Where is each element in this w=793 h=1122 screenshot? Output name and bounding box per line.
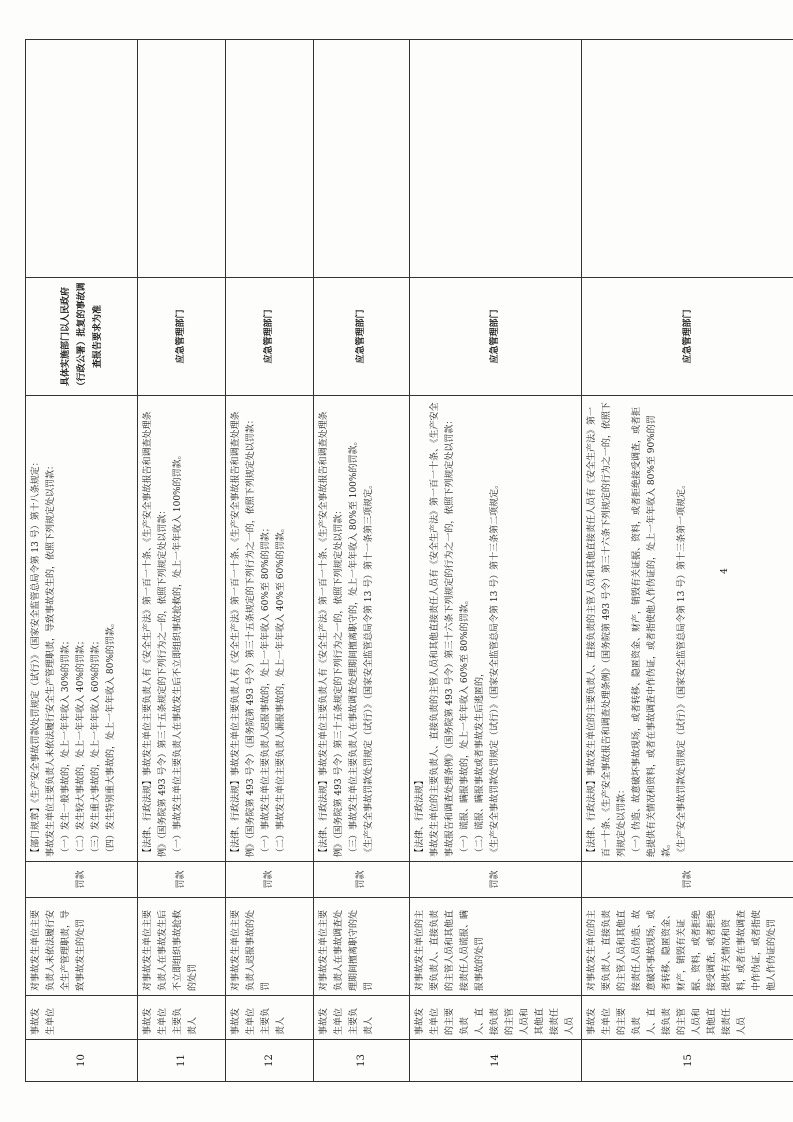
penalty-kind: 罚款 <box>138 862 226 898</box>
blank-cell <box>582 40 793 278</box>
legal-basis-line: （三）事故发生单位主要负责人在事故调查处理期间擅离职守的，处上一年年收入 80%至 100%的罚款。 <box>349 436 359 857</box>
legal-basis <box>410 396 582 862</box>
legal-basis-line: （一）伪造、故意破坏事故现场，或者转移、隐匿资金、财产，销毁有关证据、资料，或者拒绝接受调查，或者拒绝提供有关情况和资料，或者在事故调查中作伪证，或者指使他人作伪证的，处上一年年收入 80%至 90%的罚款。 <box>632 406 672 857</box>
implementing-department <box>582 278 793 396</box>
legal-basis-line: 【部门规章】《生产安全事故罚款处罚规定（试行）》（国家安全监管总局令第 13 号）第十八条规定： <box>31 457 41 857</box>
violation-behavior: 对事故发生单位主要负责人在事故调查处理期间擅离职守的处罚 <box>314 898 410 996</box>
violation-behavior: 对事故发生单位的主要负责人、直接负责的主管人员和其他直接责任人员谎报、瞒报事故的处罚 <box>410 898 582 996</box>
legal-basis <box>26 396 138 862</box>
table-row <box>26 40 138 1082</box>
implementing-department <box>138 278 226 396</box>
legal-basis-line: （二）谎报、瞒报事故或者事故发生后逃匿的， <box>475 667 485 857</box>
table-row <box>226 40 314 1082</box>
penalized-subject: 事故发生单位主要负责人 <box>226 996 314 1040</box>
legal-basis <box>226 396 314 862</box>
legal-basis-line: （一）发生一般事故的，处上一年年收入 30%的罚款； <box>61 636 71 857</box>
implementing-department <box>314 278 410 396</box>
violation-behavior: 对事故发生单位主要负责人迟报事故的处罚 <box>226 898 314 996</box>
legal-basis-line: （三）发生重大事故的，处上一年年收入 60%的罚款； <box>91 636 101 857</box>
legal-basis-line: （一）事故发生单位主要负责人在事故发生后不立即组织事故抢救的，处上一年年收入 100%的罚款。 <box>173 450 183 857</box>
implementing-department <box>410 278 582 396</box>
violation-behavior: 对事故发生单位主要负责人未依法履行安全生产管理职责，导致事故发生的处罚 <box>26 898 138 996</box>
penalty-kind: 罚款 <box>226 862 314 898</box>
legal-basis <box>582 396 793 862</box>
header-note: 具体实施部门以人民政府（行政公署）批复的事故调查报告要求为准 <box>60 282 103 391</box>
penalty-table <box>25 39 793 1082</box>
page-number: 4 <box>719 568 730 574</box>
blank-cell <box>138 40 226 278</box>
penalized-subject: 事故发生单位 <box>26 996 138 1040</box>
department-label: 应急管理部门 <box>490 309 500 364</box>
blank-cell <box>226 40 314 278</box>
legal-basis <box>138 396 226 862</box>
penalty-kind: 罚款 <box>26 862 138 898</box>
legal-basis <box>314 396 410 862</box>
blank-cell <box>314 40 410 278</box>
table-row <box>582 40 793 1082</box>
rotated-table-wrapper <box>25 40 777 1082</box>
penalty-kind: 罚款 <box>582 862 793 898</box>
legal-basis-line: 【法律、行政法规】 <box>415 775 425 857</box>
penalized-subject: 事故发生单位的主要负责人、直接负责的主管人员和其他直接责任人员 <box>410 996 582 1040</box>
table-row <box>138 40 226 1082</box>
violation-behavior: 对事故发生单位的主要负责人、直接负责的主管人员和其他直接责任人员伪造、故意破坏事故现场，或者转移、隐匿资金、财产，销毁有关证据、资料，或者拒绝接受调查，或者拒绝提供有关情况和资料，或者在事故调查中作伪证，或者指使他人作伪证的处罚 <box>582 898 793 996</box>
penalty-kind: 罚款 <box>314 862 410 898</box>
penalty-kind: 罚款 <box>410 862 582 898</box>
violation-behavior: 对事故发生单位主要负责人在事故发生后不立即组织事故抢救的处罚 <box>138 898 226 996</box>
legal-basis-line: （二）事故发生单位主要负责人漏报事故的，处上一年年收入 40%至 60%的罚款。 <box>276 523 286 857</box>
legal-basis-line: 【法律、行政法规】事故发生单位主要负责人有《安全生产法》第一百一十条、《生产安全事故报告和调查处理条例》（国务院第 493 号令）第三十五条规定的下列行为之一的，依照下列规定处以罚款： <box>319 411 344 857</box>
implementing-department <box>26 278 138 396</box>
legal-basis-line: 【法律、行政法规】事故发生单位主要负责人有《安全生产法》第一百一十条、《生产安全事故报告和调查处理条例》（国务院第 493 号令）（国务院第 493 号令）第三十五条规定的下列行为之一的，依照下列规定处以罚款： <box>231 411 256 857</box>
legal-basis-line: 《生产安全事故罚款处罚规定（试行）》（国家安全监管总局令第 13 号）第十三条第二项规定。 <box>490 479 500 857</box>
row-number: 13 <box>314 1040 410 1082</box>
penalized-subject: 事故发生单位的主要负责人、直接负责的主管人员和其他直接责任人员 <box>582 996 793 1040</box>
blank-cell <box>26 40 138 278</box>
department-label: 应急管理部门 <box>356 309 366 364</box>
legal-basis-line: 事故发生单位主要负责人未依法履行安全生产管理职责，导致事故发生的，依照下列规定处以罚款： <box>46 460 56 857</box>
penalized-subject: 事故发生单位主要负责人 <box>314 996 410 1040</box>
department-label: 应急管理部门 <box>682 309 693 364</box>
legal-basis-line: （一）谎报、瞒报事故的，处上一年年收入 60%至 80%的罚款。 <box>460 595 470 857</box>
legal-basis-line: 《生产安全事故罚款处罚规定（试行）》（国家安全监管总局令第 13 号）第十三条第一项规定。 <box>677 479 687 857</box>
blank-cell <box>410 40 582 278</box>
row-number: 15 <box>582 1040 793 1082</box>
row-number: 10 <box>26 1040 138 1082</box>
legal-basis-line: 《生产安全事故罚款处罚规定（试行）》（国家安全监管总局令第 13 号）第十一条第三项规定。 <box>364 479 374 857</box>
table-row <box>410 40 582 1082</box>
legal-basis-line: （二）发生较大事故的，处上一年年收入 40%的罚款； <box>76 636 86 857</box>
legal-basis-line: （四）发生特别重大事故的，处上一年年收入 80%的罚款。 <box>106 618 116 857</box>
legal-basis-line: 【法律、行政法规】事故发生单位的主要负责人、直接负责的主管人员和其他直接责任人员有《安全生产法》第一百一十条、《生产安全事故报告和调查处理条例》（国务院第 493 号令）第三十六条下列规定的行为之一的，依照下列规定处以罚款： <box>587 402 627 857</box>
legal-basis-line: （一）事故发生单位主要负责人迟报事故的，处上一年年收入 60%至 80%的罚款； <box>261 523 271 857</box>
legal-basis-line: 【法律、行政法规】事故发生单位主要负责人有《安全生产法》第一百一十条、《生产安全事故报告和调查处理条例》（国务院第 493 号令）第三十五条规定的下列行为之一的，依照下列规定处以罚款： <box>143 411 168 857</box>
implementing-department <box>226 278 314 396</box>
department-label: 应急管理部门 <box>176 309 186 364</box>
row-number: 14 <box>410 1040 582 1082</box>
department-label: 应急管理部门 <box>264 309 274 364</box>
row-number: 12 <box>226 1040 314 1082</box>
penalized-subject: 事故发生单位主要负责人 <box>138 996 226 1040</box>
legal-basis-line: 事故发生单位的主要负责人、直接负责的主管人员和其他直接责任人员有《安全生产法》第一百一十条、《生产安全事故报告和调查处理条例》（国务院第 493 号令）第三十六条下列规定的行为之一的，依照下列规定处以罚款： <box>430 402 455 857</box>
row-number: 11 <box>138 1040 226 1082</box>
table-row <box>314 40 410 1082</box>
